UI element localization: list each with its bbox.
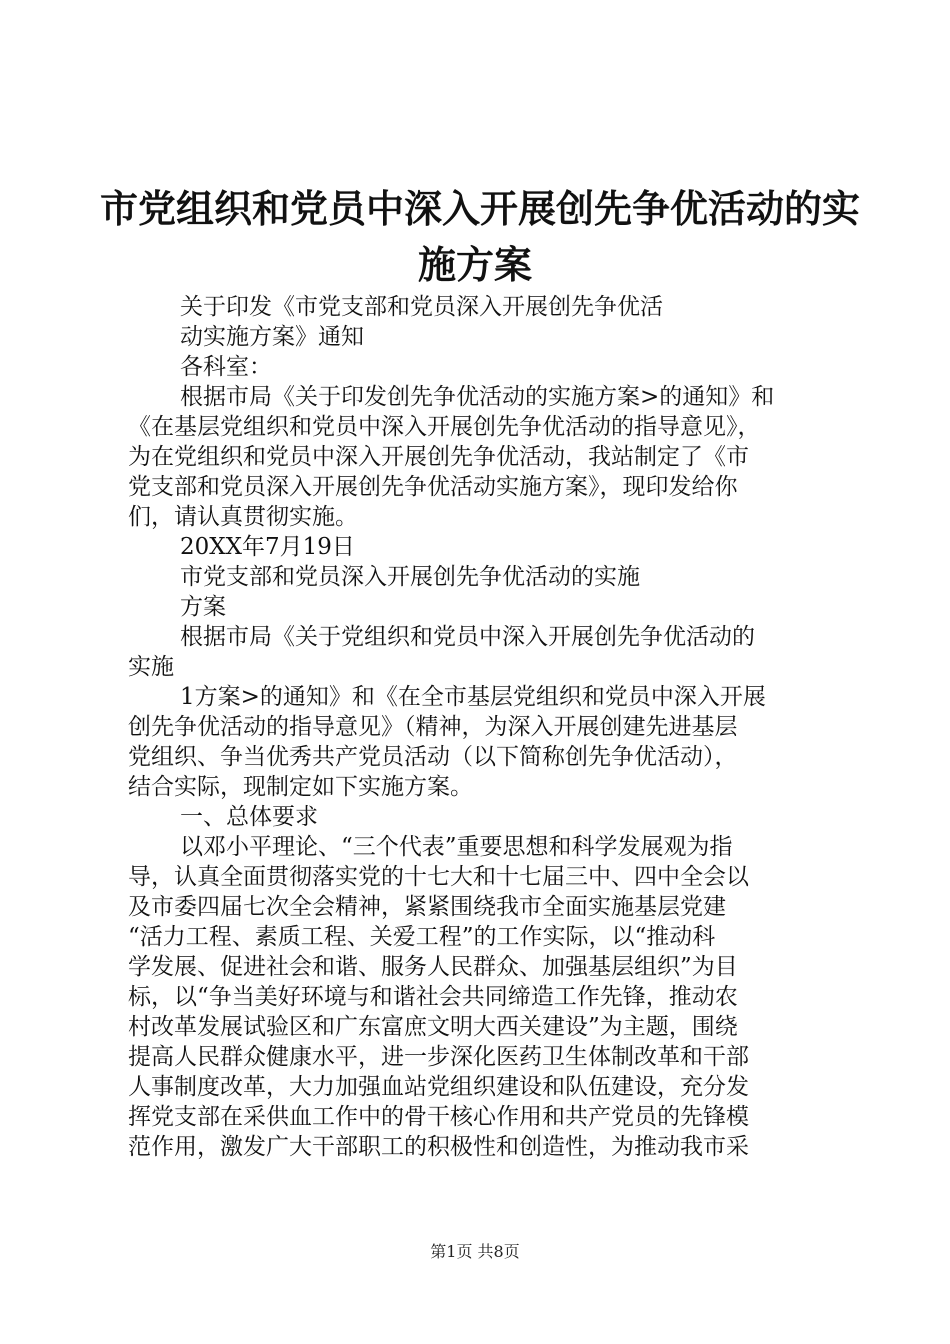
body-text-line: 创先争优活动的指导意见》（精神，为深入开展创建先进基层	[128, 714, 738, 740]
body-text-line: 20XX年7月19日	[180, 534, 355, 560]
body-text-line: 结合实际，现制定如下实施方案。	[128, 774, 473, 800]
body-text-line: 标，以“争当美好环境与和谐社会共同缔造工作先锋，推动农	[128, 984, 738, 1010]
body-text-line: 提高人民群众健康水平，进一步深化医药卫生体制改革和干部	[128, 1044, 749, 1070]
body-text-line: 以邓小平理论、“三个代表”重要思想和科学发展观为指	[180, 834, 733, 860]
document-title-line-2: 施方案	[417, 242, 532, 287]
body-text-line: 1方案>的通知》和《在全市基层党组织和党员中深入开展	[180, 684, 766, 710]
body-text-line: 各科室：	[180, 354, 272, 380]
body-text-line: 及市委四届七次全会精神，紧紧围绕我市全面实施基层党建	[128, 894, 726, 920]
body-text-line: 为在党组织和党员中深入开展创先争优活动，我站制定了《市	[128, 444, 749, 470]
body-text-line: 方案	[180, 594, 226, 620]
body-text-line: 根据市局《关于印发创先争优活动的实施方案>的通知》和	[180, 384, 775, 410]
body-text-line: 范作用，激发广大干部职工的积极性和创造性，为推动我市采	[128, 1134, 749, 1160]
body-text-line: 《在基层党组织和党员中深入开展创先争优活动的指导意见》，	[128, 414, 761, 440]
body-text-line: 党组织、争当优秀共产党员活动（以下简称创先争优活动），	[128, 744, 738, 770]
page-footer: 第1页 共8页	[430, 1242, 520, 1261]
document-body	[128, 292, 838, 1162]
body-text-line: 导，认真全面贯彻落实党的十七大和十七届三中、四中全会以	[128, 864, 749, 890]
body-text-line: 学发展、促进社会和谐、服务人民群众、加强基层组织”为目	[128, 954, 738, 980]
body-text-line: 一、总体要求	[180, 804, 318, 830]
body-text-line: 党支部和党员深入开展创先争优活动实施方案》，现印发给你	[128, 474, 738, 500]
body-text-line: 根据市局《关于党组织和党员中深入开展创先争优活动的	[180, 624, 755, 650]
body-text-line: 村改革发展试验区和广东富庶文明大西关建设”为主题，围绕	[128, 1014, 738, 1040]
body-text-line: 实施	[128, 654, 174, 680]
body-text-line: 市党支部和党员深入开展创先争优活动的实施	[180, 564, 640, 590]
body-text-line: “活力工程、素质工程、关爱工程”的工作实际，以“推动科	[128, 924, 716, 950]
body-text-line: 动实施方案》通知	[180, 324, 364, 350]
body-text-line: 人事制度改革，大力加强血站党组织建设和队伍建设，充分发	[128, 1074, 749, 1100]
document-title-line-1: 市党组织和党员中深入开展创先争优活动的实	[100, 186, 861, 231]
body-text-line: 挥党支部在采供血工作中的骨干核心作用和共产党员的先锋模	[128, 1104, 749, 1130]
body-text-line: 们，请认真贯彻实施。	[128, 504, 358, 530]
body-text-line: 关于印发《市党支部和党员深入开展创先争优活	[180, 294, 663, 320]
